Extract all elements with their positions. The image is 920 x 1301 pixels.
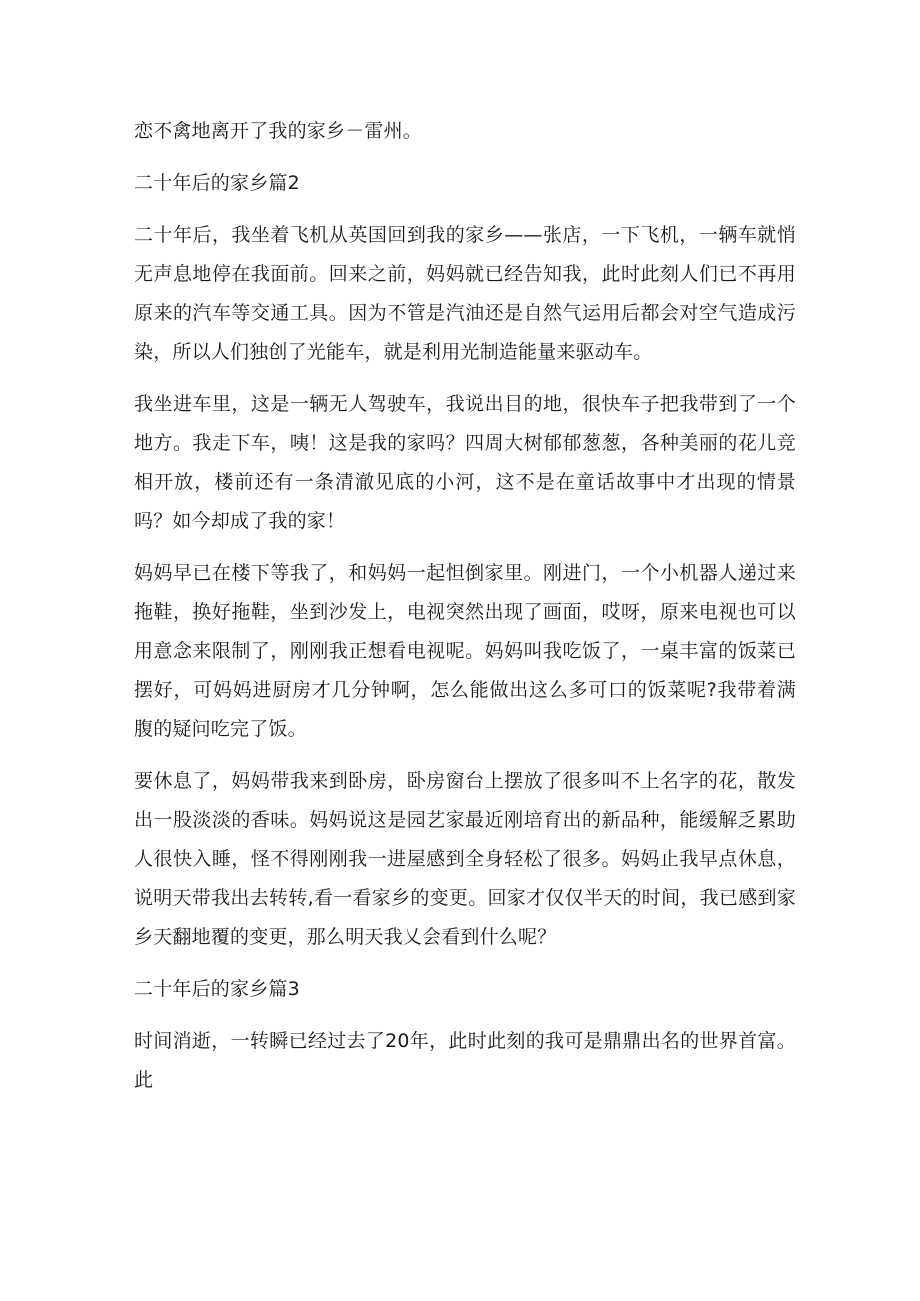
paragraph-intro-tail: 恋不禽地离开了我的家乡－雷州。 (134, 120, 423, 142)
paragraph-bedroom-flowers: 要休息了，妈妈带我来到卧房，卧房窗台上摆放了很多叫不上名字的花，散发出一股淡淡的香味。妈妈说这是园艺家最近刚培育出的新品种，能缓解乏累助人很快入睡，怪不得刚刚我一进屋感到全身轻松了很多。妈妈止我早点休息，说明天带我出去转转,看一看家乡的变更。回家才仅仅半天的时间，我已感到家乡天翻地覆的变更，那么明天我乂会看到什么呢？ (134, 770, 796, 948)
document-body (134, 112, 796, 1100)
paragraph-driverless-car: 我坐进车里，这是一辆无人驾驶车，我说出目的地，很快车子把我带到了一个地方。我走下车，咦！这是我的家吗？四周大树郁郁葱葱，各种美丽的花儿竞相开放，楼前还有一条清澈见底的小河，这不是在童话故事中才出现的情景吗？如今却成了我的家！ (134, 393, 796, 532)
paragraph-return-home: 二十年后，我坐着飞机从英国回到我的家乡——张店，一下飞机，一辆车就悄无声息地停在我面前。回来之前，妈妈就已经告知我，此时此刻人们已不再用原来的汽车等交通工具。因为不管是汽油还是自然气运用后都会对空气造成污染，所以人们独创了光能车，就是利用光制造能量来驱动车。 (134, 224, 796, 363)
section-heading-3: 二十年后的家乡篇3 (134, 978, 300, 1000)
section-heading-2: 二十年后的家乡篇2 (134, 172, 300, 194)
paragraph-twenty-years: 时间消逝，一转瞬已经过去了20年，此时此刻的我可是鼎鼎出名的世界首富。此 (134, 1030, 796, 1091)
paragraph-mom-robot: 妈妈早已在楼下等我了，和妈妈一起怛倒家里。刚进门，一个小机器人递过来拖鞋，换好拖鞋，坐到沙发上，电视突然出现了画面，哎呀，原来电视也可以用意念来限制了，刚刚我正想看电视呢。妈妈叫我吃饭了，一桌丰富的饭菜已摆好，可妈妈进厨房才几分钟啊，怎么能做出这么多可口的饭菜呢?我带着满腹的疑问吃完了饭。 (134, 562, 796, 740)
